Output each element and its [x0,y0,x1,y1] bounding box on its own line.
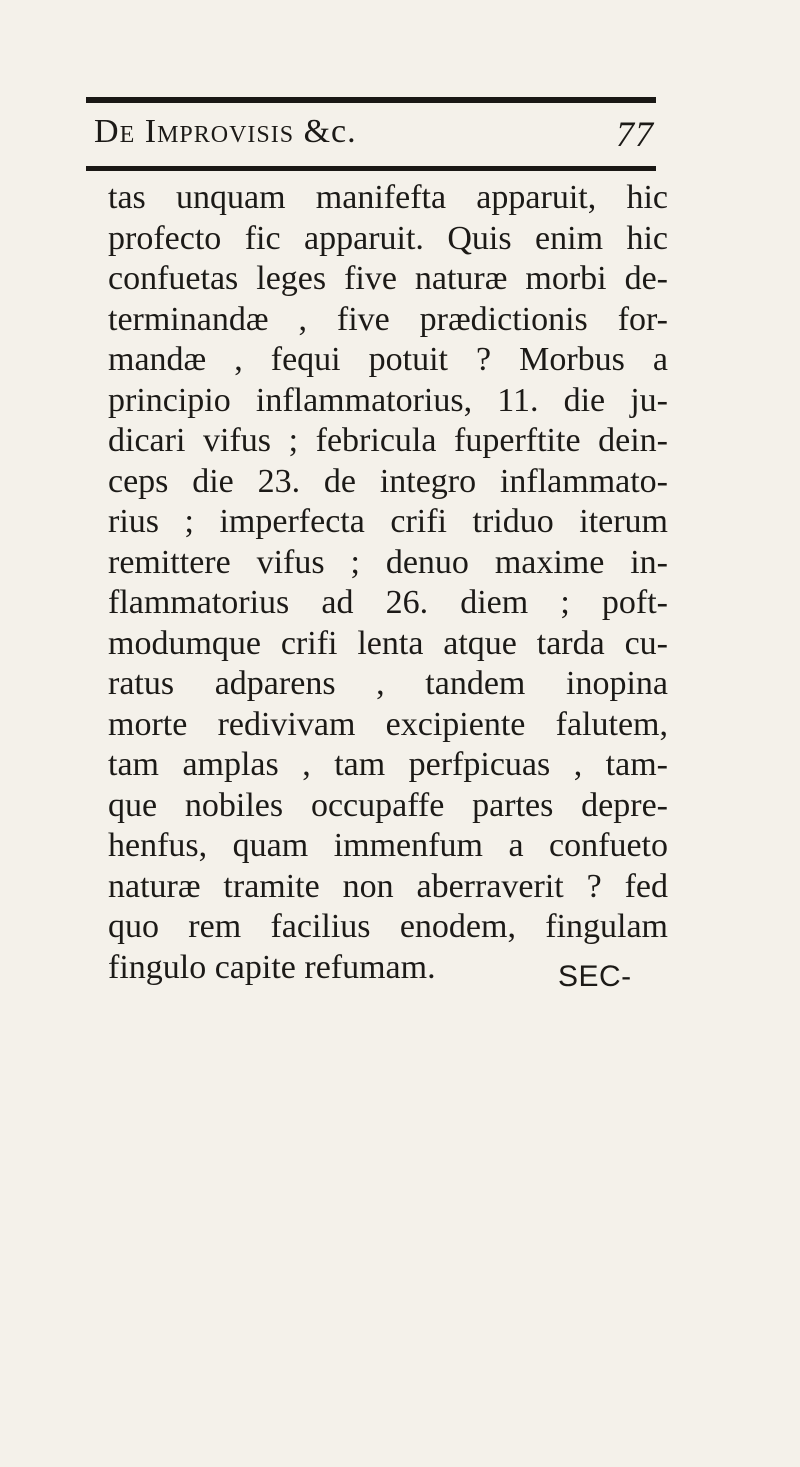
text-line: mandæ , fequi potuit ? Morbus a [108,341,668,378]
title-initial-de: D [94,113,120,150]
text-line: quo rem facilius enodem, fingulam [108,908,668,945]
header-rule-bottom [86,166,656,171]
text-line: profecto fic apparuit. Quis enim hic [108,219,668,257]
text-line-last: fingulo capite refumam. [108,948,436,986]
text-line: remittere vifus ; denuo maxime in- [108,543,668,581]
text-line: modumque crifi lenta atque tarda cu- [108,624,668,662]
text-line: morte redivivam excipiente falutem, [108,705,668,743]
text-line: dicari vifus ; febricula fuperftite dein- [108,422,668,459]
text-line: que nobiles occupaffe partes depre- [108,786,668,824]
title-suffix: &c. [303,113,357,150]
text-line: henfus, quam immenfum a confueto [108,827,668,864]
title-rest-improvisis: mprovisis [157,113,295,150]
text-line: terminandæ , five prædictionis for- [108,300,668,338]
title-rest-de: e [119,113,136,150]
running-head [94,113,654,157]
catchword: SEC- [558,960,632,993]
header-rule-top [86,97,656,103]
text-line: principio inflammatorius, 11. die ju- [108,381,668,419]
text-line: rius ; imperfecta crifi triduo iterum [108,503,668,540]
body-text [108,178,668,988]
text-line: confuetas leges five naturæ morbi de- [108,260,668,297]
running-head-title [94,113,357,151]
text-line: tas unquam manifefta apparuit, hic [108,179,668,216]
text-line: tam amplas , tam perfpicuas , tam- [108,746,668,783]
text-line: flammatorius ad 26. diem ; poft- [108,584,668,621]
page-number: 77 [616,114,654,154]
text-line: ratus adparens , tandem inopina [108,665,668,702]
text-line: naturæ tramite non aberraverit ? fed [108,867,668,905]
title-initial-improvisis: I [144,113,158,150]
text-line: ceps die 23. de integro inflammato- [108,462,668,500]
